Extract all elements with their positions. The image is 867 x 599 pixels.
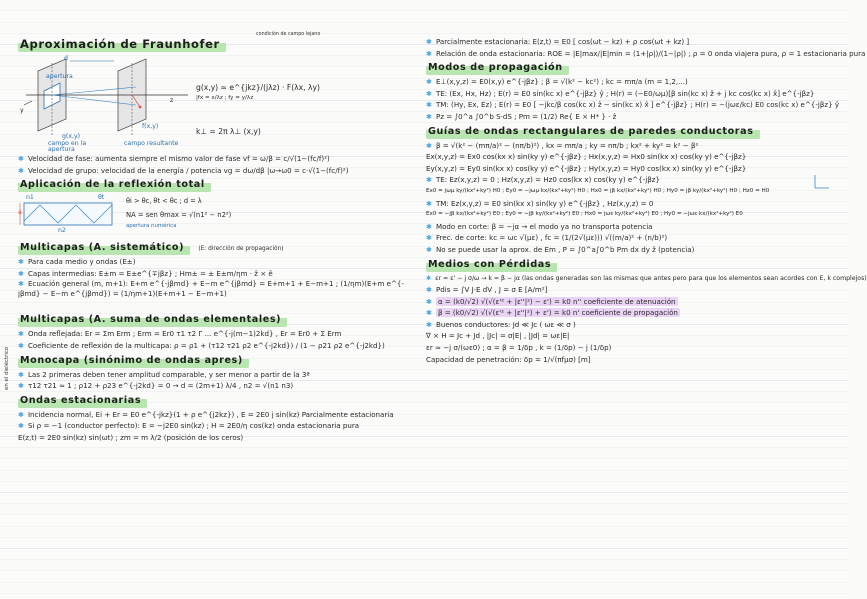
monocapa-item-2: ✱ τ12 τ21 ≈ 1 ; ρ12 + ρ23 e^{-j2kd} = 0 → d = (2m+1) λ/4 , n2 = √(n1 n3) [18,381,294,391]
guias-item-2: Ex(x,y,z) = Ex0 cos(kx x) sin(ky y) e^{-jβz} ; Hx(x,y,z) = Hx0 sin(kx x) cos(ky y) e^{-jβz} [426,152,747,162]
numerical-aperture-note: apertura numérica [126,223,177,230]
estacionarias-item-3: E(z,t) = 2E0 sin(kz) sin(ωt) ; zm = m λ/2 (posición de los ceros) [18,432,244,442]
bullet-star-icon: ✱ [426,274,432,282]
multicapas1-title-line [18,239,416,256]
theta-label: θt [98,194,105,202]
guias-title-line [426,123,834,140]
bullet-star-icon: ✱ [426,233,432,243]
guias-item-8: ✱ Modo en corte: β = −jα → el modo ya no transporta potencia [426,221,653,231]
fraunhofer-g-equation: g(x,y) ≈ e^{jkz}/(jλz) · F(λx, λy) [196,83,320,92]
multicapas1-item-2: ✱ Capas intermedias: E±m = E±e^{∓jβz} ; Hm± = ± E±m/ηm · ẑ × ê [18,268,273,278]
y-axis-label: y [20,107,24,114]
perdidas-item-2: ✱ Pdis = ∫V J·E dV , J = σ E [A/m²] [426,285,548,295]
n1-label: n1 [26,194,34,202]
bullet-star-icon: ✱ [426,111,432,121]
n2-label: n2 [58,227,66,235]
bullet-star-icon: ✱ [18,154,24,163]
section-title-monocapa: Monocapa (sinónimo de ondas apres) [18,352,249,369]
perdidas-item-1: ✱ εr = ε' − j σ/ω → k = β − jα (las ondas generadas son las mismas que antes pero para que los elementos sean acordes con E, k complejos) [426,274,867,282]
bullet-star-icon: ✱ [18,268,24,278]
guias-item-4: ✱ TE: Ez(x,y,z) = 0 ; Hz(x,y,z) = Hz0 cos(kx x) cos(ky y) e^{-jβz} [426,175,660,185]
guias-item-7: Ex0 = −jβ kx/(kx²+ky²) E0 ; Ey0 = −jβ ky/(kx²+ky²) E0 ; Hx0 = jωε ky/(kx²+ky²) E0 ; Hy0 = −jωε kx/(kx²+ky²) E0 [426,211,743,218]
gxy-label: g(x,y) [62,133,81,140]
section-title-modos-propagacion: Modos de propagación [426,59,569,76]
perdidas-item-8: Capacidad de penetración: δp = 1/√(πfμσ) [m] [426,354,591,364]
guias-item-9: ✱ Frec. de corte: kc = ωc √(με) , fc = (1/(2√(με))) √((m/a)² + (n/b)²) [426,233,668,243]
campo-resultante-label: campo resultante [124,140,179,147]
distance-d-label: d [64,55,68,62]
bullet-star-icon: ✱ [426,198,432,208]
bullet-star-icon: ✱ [426,221,432,231]
modos-item-4: ✱ Pz = ∫0^a ∫0^b S·dS ; Pm = (1/2) Re{ E × H* } · ẑ [426,111,617,121]
section-title-medios-perdidas: Medios con Pérdidas [426,256,557,273]
fraunhofer-diagram [18,53,416,153]
a-label: a [18,209,22,217]
multicapas-side-note: en el dieléctrico [4,346,10,390]
section-title-multicapas-sistematico: Multicapas (A. sistemático) [18,239,190,256]
fraunhofer-k-equation: k⊥ = 2π λ⊥ (x,y) [196,127,261,136]
bullet-star-icon: ✱ [18,165,24,175]
monocapa-item-1: ✱ Las 2 primeras deben tener amplitud comparable, y ser menor a partir de la 3ª [18,369,310,379]
modos-title-line [426,59,834,76]
perdidas-item-6: ∇ × H = Jc + Jd , |Jc| = σ|E| , |Jd| = ωε|E| [426,331,570,341]
multicapas1-item-3: ✱ Ecuación general (m, m+1): E+m e^{-jβmd} + E−m e^{jβmd} = E+m+1 + E−m+1 ; (1/ηm)(E+m e^{-jβmd} − E−m e^{jβmd}) = (1/ηm+1)(E+m+1 − E−m+1) [18,279,404,299]
bullet-star-icon: ✱ [426,285,432,295]
fraunhofer-title-line [18,32,416,53]
aperture-label: apertura [46,73,73,80]
bullet-star-icon: ✱ [426,37,432,46]
section-title-multicapas-suma: Multicapas (A. suma de ondas elementales) [18,311,287,328]
bullet-star-icon: ✱ [18,369,24,379]
left-column [18,32,416,444]
multicapas2-title-line [18,311,416,328]
perdidas-item-3: ✱ α = (k0/√2) √(√(ε'² + |ε''|²) − ε') = k0 n'' coeficiente de atenuación [426,296,676,306]
bullet-star-icon: ✱ [18,409,24,419]
perdidas-title-line [426,256,834,273]
bullet-star-icon: ✱ [426,175,432,185]
bullet-star-icon: ✱ [18,381,24,391]
perdidas-item-7: εr ≈ −j σ/(ωε0) ; α = β = 1/δp , k = (1/δp) − j (1/δp) [426,343,612,353]
reflexion-title-line [18,176,416,193]
bullet-star-icon: ✱ [18,257,24,267]
bullet-star-icon: ✱ [18,340,24,350]
section-title-ondas-estacionarias: Ondas estacionarias [18,392,147,409]
far-field-note: condición de campo lejano [256,32,321,37]
bullet-star-icon: ✱ [18,279,24,289]
guias-item-3: Ey(x,y,z) = Ey0 sin(kx x) cos(ky y) e^{-jβz} ; Hy(x,y,z) = Hy0 cos(kx x) sin(ky y) e^{-jβz} [426,163,747,173]
estacionarias-item-2: ✱ Si ρ = −1 (conductor perfecto): E = −j2E0 sin(kz) ; H = 2E0/η cos(kz) onda estacionaria pura [18,421,360,431]
section-title-reflexion-total: Aplicación de la reflexión total [18,176,211,193]
numerical-aperture-eq: NA = sen θmax = √(n1² − n2²) [126,211,232,220]
perdidas-item-5: ✱ Buenos conductores: Jd ≪ Jc ( ωε ≪ σ ) [426,319,576,329]
bullet-star-icon: ✱ [18,421,24,431]
bullet-star-icon: ✱ [426,319,432,329]
bullet-star-icon: ✱ [18,329,24,339]
modos-item-3: ✱ TM: (Hy, Ex, Ez) ; E(r) = E0 [ −jkc/β cos(kc x) ẑ − sin(kc x) x̂ ] e^{-jβz} ; H(r) = −(jωε/kc) E0 cos(kc x) e^{-jβz} ŷ [426,100,840,110]
reflexion-condition: θi > θc, θt < θc ; d = λ [126,197,202,206]
multicapas2-item-1: ✱ Onda reflejada: Er = Σm Erm ; Erm = Er0 τ1 τ2 Γ ... e^{-j(m−1)2kd} , Er = Er0 + Σ Erm [18,329,342,339]
guias-item-5: Ex0 = jωμ ky/(kx²+ky²) H0 ; Ey0 = −jωμ kx/(kx²+ky²) H0 ; Hx0 = jβ kx/(kx²+ky²) H0 ; Hy0 = jβ ky/(kx²+ky²) H0 ; Hz0 = H0 [426,187,770,194]
bullet-star-icon: ✱ [426,244,432,254]
axes-sketch-icon [812,172,832,192]
bullet-star-icon: ✱ [426,296,432,306]
section-title-fraunhofer: Aproximación de Fraunhofer [18,36,226,53]
guias-item-10: ✱ No se puede usar la aprox. de Em , P = ∫0^a∫0^b Pm dx dy ẑ (potencia) [426,244,695,254]
fraunhofer-freq-equation: |fx = x/λz ; fy = y/λz [196,95,254,101]
perdidas-item-4: ✱ β = (k0/√2) √(√(ε'² + |ε''|²) + ε') = k0 n' coeficiente de propagación [426,308,678,318]
bullet-star-icon: ✱ [426,100,432,110]
right-top-item-2: ✱ Relación de onda estacionaria: ROE = |E|max/|E|min = (1+|ρ|)/(1−|ρ|) ; ρ = 0 onda viajera pura, ρ = 1 estacionaria pura [426,48,866,58]
bullet-star-icon: ✱ [426,88,432,98]
bullet-star-icon: ✱ [426,77,432,87]
guias-item-1: ✱ β = √(k² − (mπ/a)² − (nπ/b)²) , kx = mπ/a ; ky = nπ/b ; kx² + ky² = k² − β² [426,140,699,150]
campo-apertura-label: campo en la apertura [48,140,87,153]
waveguide-diagram [18,193,416,239]
multicapas2-item-2: ✱ Coeficiente de reflexión de la multicapa: ρ = ρ1 + (τ12 τ21 ρ2 e^{-j2kd}) / (1 − ρ21 ρ2 e^{-j2kd}) [18,340,385,350]
z-axis-label: z [170,97,174,104]
fxy-label: f(x,y) [142,123,159,130]
multicapas1-item-1: ✱ Para cada medio y ondas (E±) [18,257,136,267]
multicapas1-title-note: (E: dirección de propagación) [198,246,284,253]
guias-item-6: ✱ TM: Ez(x,y,z) = E0 sin(kx x) sin(ky y) e^{-jβz} , Hz(x,y,z) = 0 [426,198,654,208]
estacionarias-item-1: ✱ Incidencia normal, Ei + Er = E0 e^{-jkz}(1 + ρ e^{j2kz}) , E = 2E0 j sin(kz) Parcialmente estacionaria [18,409,394,419]
right-top-item-1: ✱ Parcialmente estacionaria: E(z,t) = E0 [ cos(ωt − kz) + ρ cos(ωt + kz) ] [426,37,690,46]
modos-item-2: ✱ TE: (Ex, Hx, Hz) ; E(r) = E0 sin(kc x) e^{-jβz} ŷ ; H(r) = (−E0/ωμ)[β sin(kc x) ẑ + j kc cos(kc x) x̂] e^{-jβz} [426,88,815,98]
group-velocity-line: ✱ Velocidad de grupo: velocidad de la energía / potencia vg = dω/dβ |ω→ω0 = c·√(1−(fc/f)²) [18,165,349,175]
modos-item-1: ✱ E⊥(x,y,z) = E0(x,y) e^{-jβz} ; β = √(k² − kc²) ; kc = mπ/a (m = 1,2,...) [426,77,688,87]
monocapa-title-line [18,352,416,369]
bullet-star-icon: ✱ [426,308,432,318]
aperture-diagram-svg [18,53,193,153]
bullet-star-icon: ✱ [426,140,432,150]
right-column [426,36,867,365]
bullet-star-icon: ✱ [426,48,432,58]
estacionarias-title-line [18,392,416,409]
phase-velocity-line: ✱ Velocidad de fase: aumenta siempre el mismo valor de fase vf = ω/β = c/√(1−(fc/f)²) [18,154,330,163]
section-title-guias-rectangulares: Guías de ondas rectangulares de paredes conductoras [426,123,760,140]
